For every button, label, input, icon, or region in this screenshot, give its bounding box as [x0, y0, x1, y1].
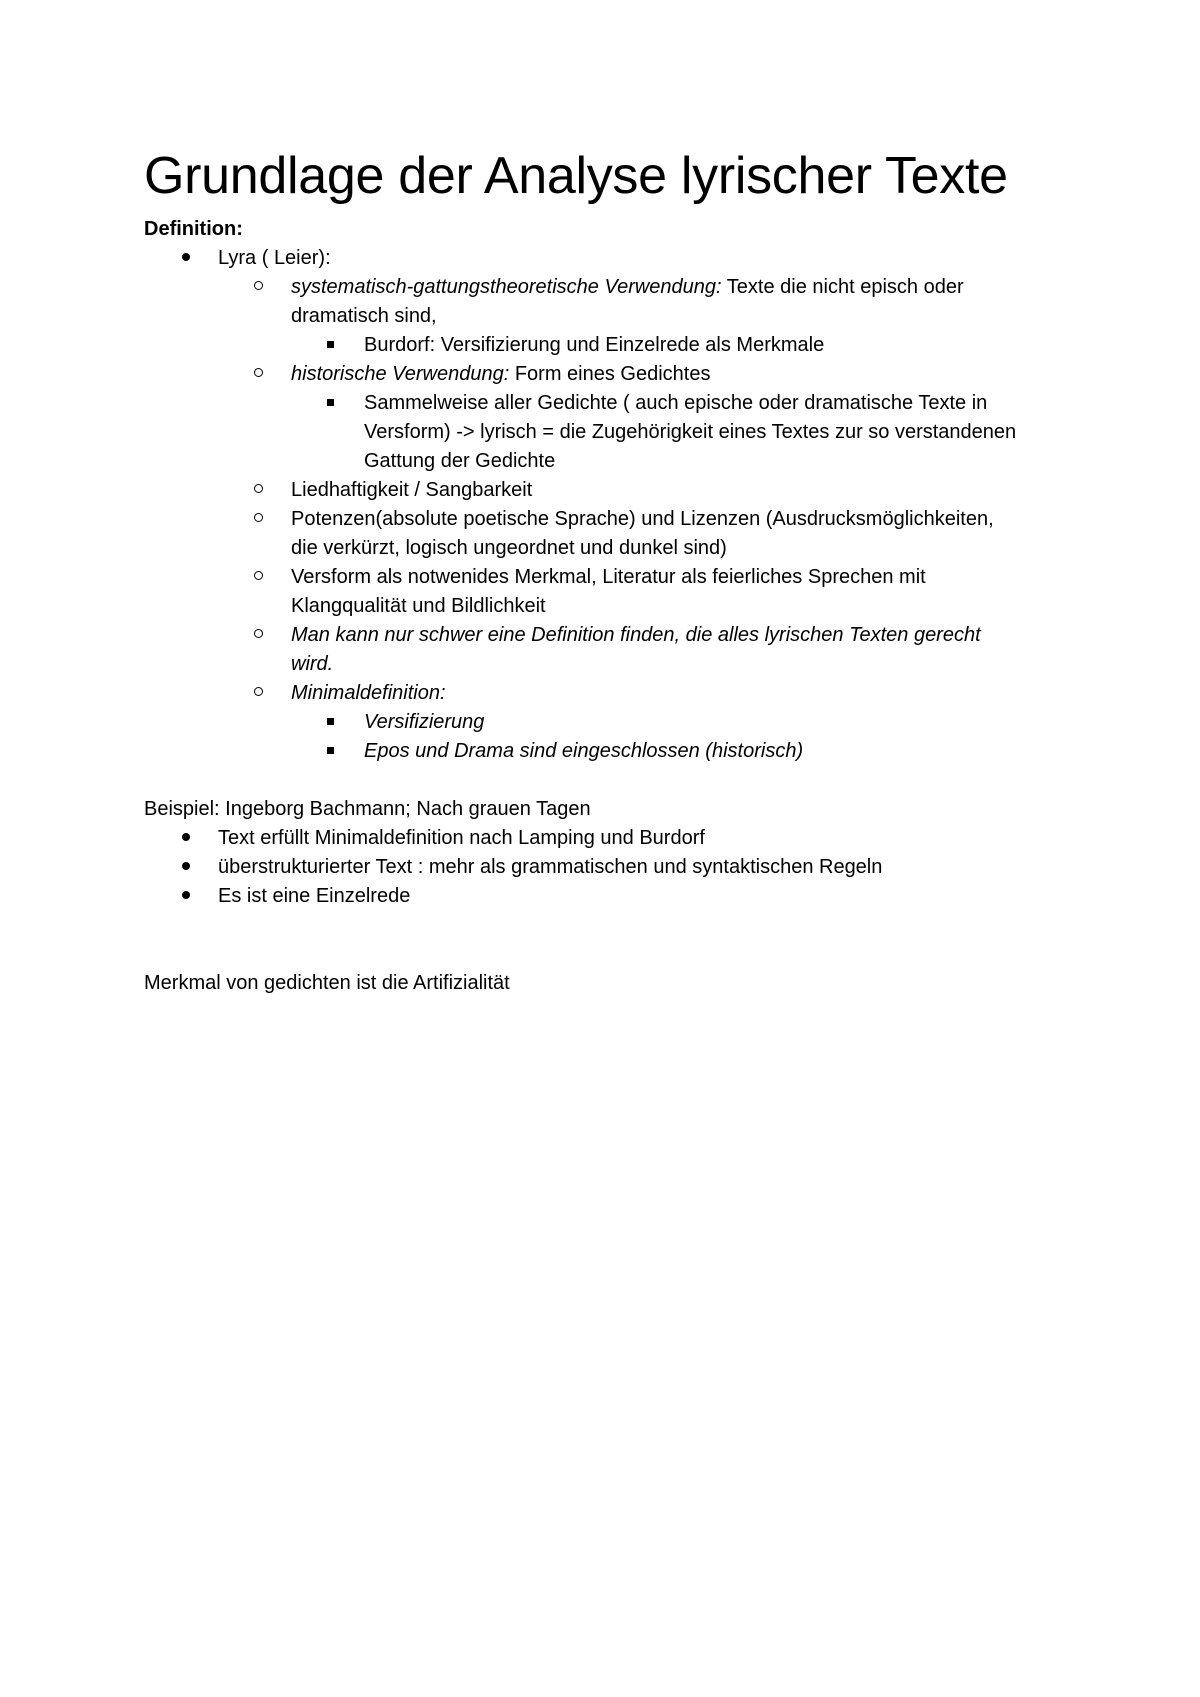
list-item: Burdorf: Versifizierung und Einzelrede als Merkmale	[144, 331, 1024, 360]
bullet-circle-icon	[254, 360, 263, 389]
list-item: Es ist eine Einzelrede	[144, 882, 1024, 911]
list-item: überstrukturierter Text : mehr als grammatischen und syntaktischen Regeln	[144, 853, 1024, 882]
list-item: Versform als notwenides Merkmal, Literatur als feierliches Sprechen mit Klangqualität und Bildlichkeit	[144, 563, 1024, 621]
list-item: Sammelweise aller Gedichte ( auch epische oder dramatische Texte in Versform) -> lyrisch = die Zugehörigkeit eines Textes zur so verstandenen Gattung der Gedichte	[144, 389, 1024, 476]
list-item: Text erfüllt Minimaldefinition nach Lamping und Burdorf	[144, 824, 1024, 853]
bullet-circle-icon	[254, 621, 263, 650]
bullet-circle-icon	[254, 563, 263, 592]
bullet-circle-icon	[254, 505, 263, 534]
closing-paragraph: Merkmal von gedichten ist die Artifizialität	[144, 972, 510, 994]
bullet-dot-icon	[182, 853, 190, 882]
bullet-dot-icon	[182, 244, 190, 273]
bullet-square-icon	[327, 389, 334, 418]
page-title: Grundlage der Analyse lyrischer Texte	[144, 147, 1008, 205]
bullet-dot-icon	[182, 824, 190, 853]
bullet-dot-icon	[182, 882, 190, 911]
bullet-square-icon	[327, 708, 334, 737]
bullet-square-icon	[327, 331, 334, 360]
list-item: Minimaldefinition:	[144, 679, 1024, 708]
bullet-circle-icon	[254, 679, 263, 708]
bullet-circle-icon	[254, 476, 263, 505]
document-page	[144, 146, 1024, 998]
list-item-lyra: Lyra ( Leier):	[144, 244, 1024, 273]
example-heading: Beispiel: Ingeborg Bachmann; Nach grauen Tagen	[144, 798, 591, 820]
list-item: Potenzen(absolute poetische Sprache) und Lizenzen (Ausdrucksmöglichkeiten, die verkürzt, logisch ungeordnet und dunkel sind)	[144, 505, 1024, 563]
definition-heading: Definition:	[144, 218, 243, 240]
list-item: Versifizierung	[144, 708, 1024, 737]
list-item: Man kann nur schwer eine Definition finden, die alles lyrischen Texten gerecht wird.	[144, 621, 1024, 679]
list-item: Liedhaftigkeit / Sangbarkeit	[144, 476, 1024, 505]
bullet-square-icon	[327, 737, 334, 766]
list-item: Epos und Drama sind eingeschlossen (historisch)	[144, 737, 1024, 766]
list-item: systematisch-gattungstheoretische Verwendung: Texte die nicht episch oder dramatisch sind,	[144, 273, 1024, 331]
list-item: historische Verwendung: Form eines Gedichtes	[144, 360, 1024, 389]
bullet-circle-icon	[254, 273, 263, 302]
